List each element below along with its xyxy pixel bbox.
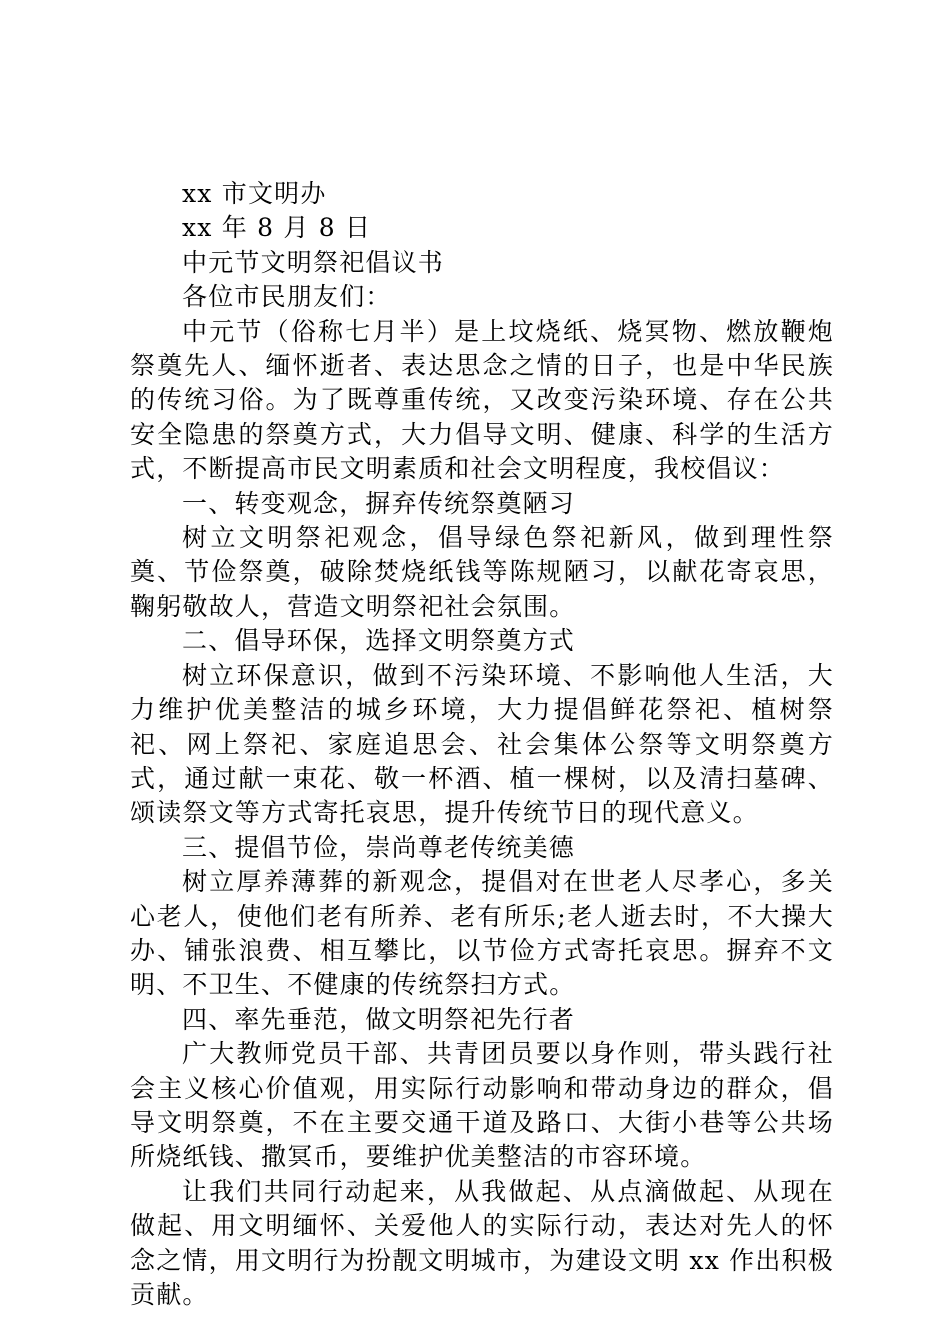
section-text-3: 树立厚养薄葬的新观念，提倡对在世老人尽孝心，多关心老人，使他们老有所养、老有所乐;老人逝去时，不大操大办、铺张浪费、相互攀比，以节俭方式寄托哀思。摒弃不文明、不卫生、不健康的传统祭扫方式。 — [130, 867, 834, 1000]
section-text-1: 树立文明祭祀观念，倡导绿色祭祀新风，做到理性祭奠、节俭祭奠，破除焚烧纸钱等陈规陋习，以献花寄哀思，鞠躬敬故人，营造文明祭祀社会氛围。 — [130, 523, 834, 621]
section-heading-1: 一、转变观念，摒弃传统祭奠陋习 — [182, 488, 576, 518]
intro-paragraph: 中元节（俗称七月半）是上坟烧纸、烧冥物、燃放鞭炮祭奠先人、缅怀逝者、表达思念之情的日子，也是中华民族的传统习俗。为了既尊重传统，又改变污染环境、存在公共安全隐患的祭奠方式，大力倡导文明、健康、科学的生活方式，不断提高市民文明素质和社会文明程度，我校倡议： — [130, 316, 834, 484]
section-text-2: 树立环保意识，做到不污染环境、不影响他人生活，大力维护优美整洁的城乡环境，大力提倡鲜花祭祀、植树祭祀、网上祭祀、家庭追思会、社会集体公祭等文明祭奠方式，通过献一束花、敬一杯酒、植一棵树，以及清扫墓碑、颂读祭文等方式寄托哀思，提升传统节日的现代意义。 — [130, 660, 834, 828]
closing-paragraph: 让我们共同行动起来，从我做起、从点滴做起、从现在做起、用文明缅怀、关爱他人的实际行动，表达对先人的怀念之情，用文明行为扮靓文明城市，为建设文明 xx 作出积极贡献。 — [130, 1176, 834, 1309]
section-heading-3: 三、提倡节俭，崇尚尊老传统美德 — [182, 832, 576, 862]
section-text-4: 广大教师党员干部、共青团员要以身作则，带头践行社会主义核心价值观，用实际行动影响和带动身边的群众，倡导文明祭奠，不在主要交通干道及路口、大街小巷等公共场所烧纸钱、撒冥币，要维护优美整洁的市容环境。 — [130, 1039, 834, 1172]
date-line: xx 年 8 月 8 日 — [182, 213, 372, 243]
section-heading-2: 二、倡导环保，选择文明祭奠方式 — [182, 626, 576, 656]
salutation: 各位市民朋友们： — [182, 282, 392, 312]
issuer-line: xx 市文明办 — [182, 179, 327, 208]
document-body — [130, 177, 834, 1312]
document-title: 中元节文明祭祀倡议书 — [182, 247, 445, 277]
section-heading-4: 四、率先垂范，做文明祭祀先行者 — [182, 1004, 576, 1034]
